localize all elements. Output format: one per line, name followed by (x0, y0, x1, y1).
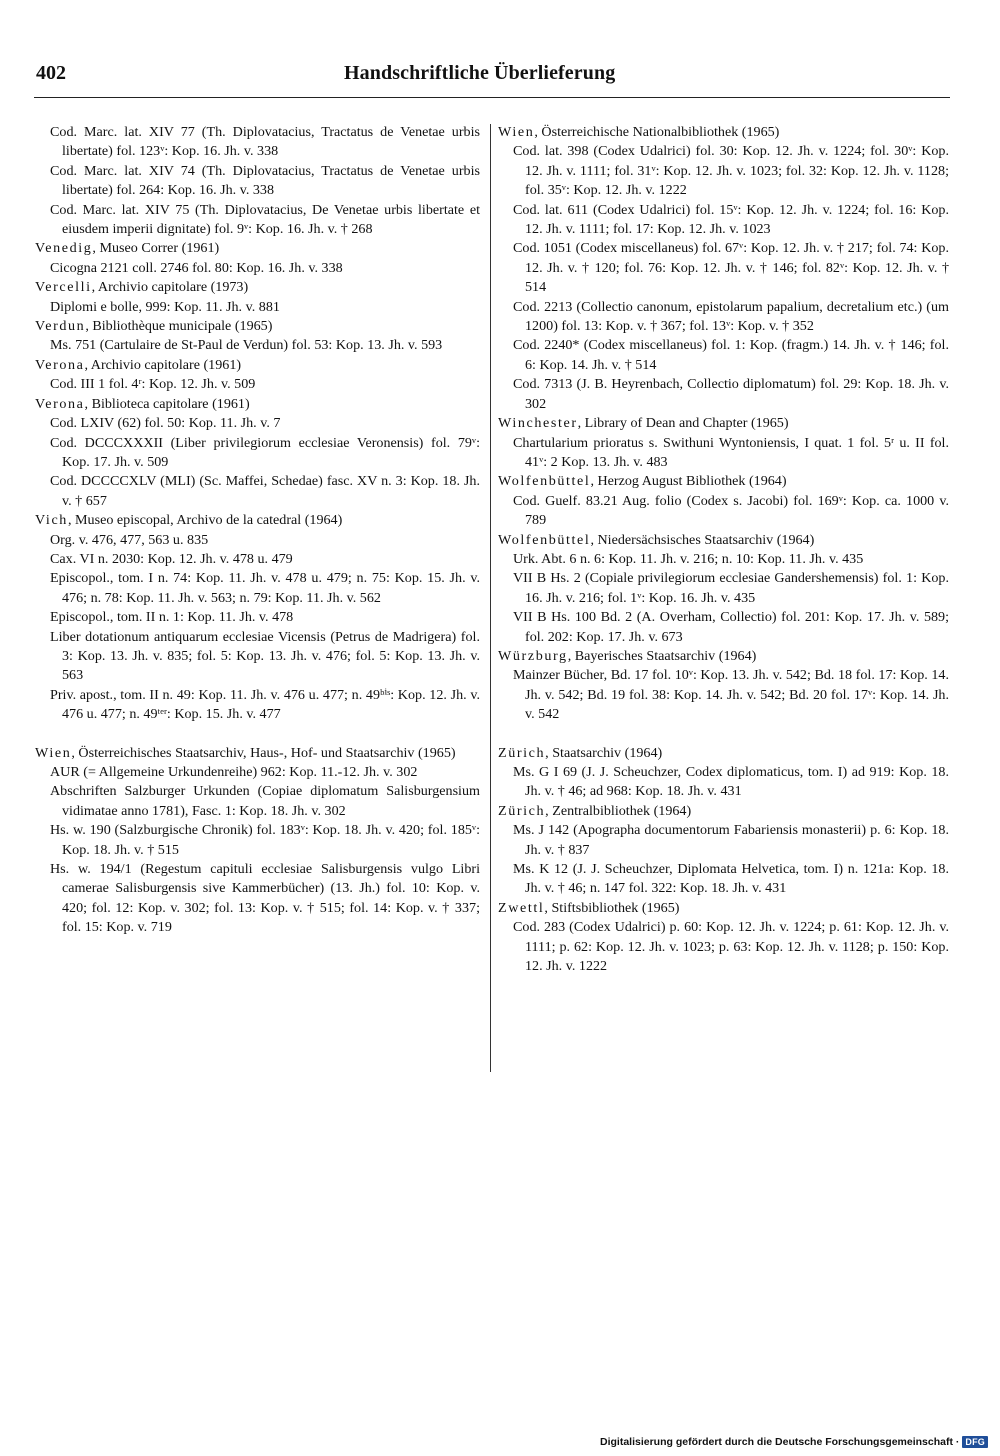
footer-credit (600, 1436, 988, 1448)
manuscript-item: Diplomi e bolle, 999: Kop. 11. Jh. v. 881 (50, 298, 280, 315)
location-city: Winchester (498, 415, 578, 432)
location-city: Verona (35, 395, 85, 412)
archive-entry (497, 123, 949, 414)
manuscript-item: Cod. Marc. lat. XIV 77 (Th. Diplovatacius, Tractatus de Venetae urbis libertate) fol. 123ᵛ: Kop. 16. Jh. v. 338 (50, 124, 480, 160)
manuscript-item: Urk. Abt. 6 n. 6: Kop. 11. Jh. v. 216; n. 10: Kop. 11. Jh. v. 435 (513, 550, 864, 567)
manuscript-item: Cod. LXIV (62) fol. 50: Kop. 11. Jh. v. 7 (50, 415, 281, 432)
location-city: Zürich (498, 744, 546, 761)
manuscript-item: Chartularium prioratus s. Swithuni Wyntoniensis, I quat. 1 fol. 5ʳ u. II fol. 41ᵛ: 2 Kop. 13. Jh. v. 483 (513, 434, 949, 470)
archive-entry (34, 239, 480, 278)
location-name: , Museo episcopal, Archivo de la catedral (1964) (67, 512, 343, 529)
manuscript-item: Cod. lat. 398 (Codex Udalrici) fol. 30: Kop. 12. Jh. v. 1224; fol. 30ᵛ: Kop. 12. Jh. v. 1111; fol. 31ᵛ: Kop. 12. Jh. v. 1023; fol. 32: Kop. 12. Jh. v. 1128; fol. 35ᵛ: Kop. 12. Jh. v. 1222 (513, 143, 949, 199)
manuscript-item: Cod. 1051 (Codex miscellaneus) fol. 67ᵛ: Kop. 12. Jh. v. † 217; fol. 74: Kop. 12. Jh. v. † 120; fol. 76: Kop. 12. Jh. v. † 146; fol. 82ᵛ: Kop. 12. Jh. v. † 514 (513, 240, 949, 296)
archive-entry (497, 899, 949, 977)
archive-entry (497, 414, 949, 472)
location-city: Wolfenbüttel (498, 473, 591, 490)
manuscript-item: Cod. Marc. lat. XIV 74 (Th. Diplovatacius, Tractatus de Venetae urbis libertate) fol. 264: Kop. 16. Jh. v. 338 (50, 162, 480, 199)
archive-location (34, 511, 480, 530)
entry-gap (34, 725, 480, 744)
archive-entry (34, 395, 480, 511)
location-name: , Herzog August Bibliothek (1964) (590, 473, 787, 490)
location-name: , Bibliothèque municipale (1965) (85, 318, 273, 335)
manuscript-item: Cod. III 1 fol. 4ʳ: Kop. 12. Jh. v. 509 (50, 376, 256, 393)
manuscript-item: Ms. G I 69 (J. J. Scheuchzer, Codex diplomaticus, tom. I) ad 919: Kop. 18. Jh. v. † 46; ad 968: Kop. 18. Jh. v. 431 (513, 764, 949, 800)
archive-entry (497, 531, 949, 647)
manuscript-item: Cod. Guelf. 83.21 Aug. folio (Codex s. Jacobi) fol. 169ᵛ: Kop. ca. 1000 v. 789 (513, 492, 949, 529)
manuscript-item: Abschriften Salzburger Urkunden (Copiae diplomatum Salisburgensium vidimatae anno 1781), Fasc. 1: Kop. 18. Jh. v. 302 (50, 783, 480, 819)
location-name: , Stiftsbibliothek (1965) (544, 899, 680, 916)
manuscript-item: Ms. K 12 (J. J. Scheuchzer, Diplomata Helvetica, tom. I) n. 121a: Kop. 18. Jh. v. † 46; n. 147 fol. 322: Kop. 18. Jh. v. 431 (513, 861, 949, 897)
archive-entry (497, 472, 949, 530)
location-city: Vercelli (35, 279, 92, 296)
manuscript-item: Cod. DCCCCXLV (MLI) (Sc. Maffei, Schedae) fasc. XV n. 3: Kop. 18. Jh. v. † 657 (50, 473, 480, 509)
archive-location (497, 647, 949, 666)
page-number: 402 (36, 62, 66, 84)
location-city: Würzburg (498, 647, 568, 664)
right-column (497, 123, 949, 976)
manuscript-item: Episcopol., tom. I n. 74: Kop. 11. Jh. v. 478 u. 479; n. 75: Kop. 15. Jh. v. 476; n. 78: Kop. 11. Jh. v. 563; n. 79: Kop. 11. Jh. v. 562 (50, 570, 480, 606)
column-divider (490, 124, 491, 1072)
archive-location (34, 744, 480, 763)
archive-entry (497, 802, 949, 899)
archive-location (34, 317, 480, 336)
archive-entry (34, 278, 480, 317)
archive-location (497, 899, 949, 918)
location-name: , Archivio capitolare (1973) (91, 279, 249, 296)
location-name: , Staatsarchiv (1964) (545, 744, 663, 761)
manuscript-item: VII B Hs. 2 (Copiale privilegiorum ecclesiae Gandershemensis) fol. 1: Kop. 16. Jh. v. 216; fol. 1ᵛ: Kop. 16. Jh. v. 435 (513, 570, 949, 606)
manuscript-item: Cod. 7313 (J. B. Heyrenbach, Collectio diplomatum) fol. 29: Kop. 18. Jh. v. 302 (513, 376, 949, 412)
location-name: , Bayerisches Staatsarchiv (1964) (567, 647, 757, 664)
location-city: Zürich (498, 802, 546, 819)
manuscript-item: Hs. w. 194/1 (Regestum capituli ecclesiae Salisburgensis vulgo Libri camerae Salisburgensis sive Kammerbücher) (13. Jh.) fol. 10: Kop. v. 420; fol. 12: Kop. v. 302; fol. 13: Kop. v. † 515; fol. 14: Kop. v. † 337; fol. 15: Kop. v. 719 (50, 861, 480, 936)
entry-gap (497, 725, 949, 744)
archive-location (34, 278, 480, 297)
manuscript-item: Cod. 2240* (Codex miscellaneus) fol. 1: Kop. (fragm.) 14. Jh. v. † 146; fol. 6: Kop. 14. Jh. v. † 514 (513, 337, 949, 373)
footer-credit-text: Digitalisierung gefördert durch die Deutsche Forschungsgemeinschaft · (600, 1436, 960, 1448)
manuscript-item: Cicogna 2121 coll. 2746 fol. 80: Kop. 16. Jh. v. 338 (50, 259, 343, 276)
location-city: Wien (498, 124, 535, 140)
archive-location (497, 531, 949, 550)
location-name: , Österreichische Nationalbibliothek (1965) (534, 124, 780, 140)
location-name: , Museo Correr (1961) (92, 240, 220, 257)
manuscript-item: Cax. VI n. 2030: Kop. 12. Jh. v. 478 u. 479 (50, 550, 293, 567)
location-city: Verdun (35, 318, 86, 335)
location-city: Verona (35, 356, 85, 373)
location-city: Venedig (35, 240, 93, 257)
location-name: , Zentralbibliothek (1964) (545, 802, 692, 819)
manuscript-item: Org. v. 476, 477, 563 u. 835 (50, 531, 209, 548)
location-city: Vich (35, 512, 68, 529)
manuscript-item: Hs. w. 190 (Salzburgische Chronik) fol. 183ᵛ: Kop. 18. Jh. v. 420; fol. 185ᵛ: Kop. 18. Jh. v. † 515 (50, 822, 480, 858)
archive-entry (34, 123, 480, 239)
archive-location (497, 802, 949, 821)
manuscript-item: VII B Hs. 100 Bd. 2 (A. Overham, Collectio) fol. 201: Kop. 17. Jh. v. 589; fol. 202: Kop. 17. Jh. v. 673 (513, 609, 949, 645)
location-city: Wien (35, 744, 72, 761)
manuscript-item: Cod. Marc. lat. XIV 75 (Th. Diplovatacius, De Venetae urbis libertate et eiusdem imperii dignitate) fol. 9ᵛ: Kop. 16. Jh. v. † 268 (50, 201, 480, 238)
manuscript-item: AUR (= Allgemeine Urkundenreihe) 962: Kop. 11.-12. Jh. v. 302 (50, 764, 418, 780)
header-rule (34, 97, 950, 98)
archive-location (34, 239, 480, 258)
archive-location (34, 356, 480, 375)
archive-location (34, 395, 480, 414)
location-city: Zwettl (498, 899, 545, 916)
left-column (34, 123, 480, 938)
location-name: , Niedersächsisches Staatsarchiv (1964) (590, 531, 815, 548)
location-name: , Biblioteca capitolare (1961) (84, 395, 250, 412)
location-name: , Library of Dean and Chapter (1965) (577, 415, 789, 432)
running-title: Handschriftliche Überlieferung (344, 62, 616, 84)
archive-entry (34, 511, 480, 724)
manuscript-item: Cod. lat. 611 (Codex Udalrici) fol. 15ᵛ: Kop. 12. Jh. v. 1224; fol. 16: Kop. 12. Jh. v. 1111; fol. 17: Kop. 12. Jh. v. 1023 (513, 201, 949, 238)
location-name: , Österreichisches Staatsarchiv, Haus-, Hof- und Staatsarchiv (1965) (71, 744, 456, 761)
archive-entry (34, 317, 480, 356)
archive-location (497, 123, 949, 142)
location-city: Wolfenbüttel (498, 531, 591, 548)
archive-entry (34, 744, 480, 938)
manuscript-item: Ms. 751 (Cartulaire de St-Paul de Verdun) fol. 53: Kop. 13. Jh. v. 593 (50, 337, 443, 354)
archive-entry (34, 356, 480, 395)
archive-entry (497, 744, 949, 802)
dfg-logo-icon: DFG (962, 1436, 988, 1448)
archive-entry (497, 647, 949, 725)
manuscript-item: Cod. DCCCXXXII (Liber privilegiorum ecclesiae Veronensis) fol. 79ᵛ: Kop. 17. Jh. v. 509 (50, 434, 480, 470)
manuscript-item: Ms. J 142 (Apographa documentorum Fabariensis monasterii) p. 6: Kop. 18. Jh. v. † 837 (513, 822, 949, 858)
manuscript-item: Cod. 2213 (Collectio canonum, epistolarum papalium, decretalium etc.) (um 1200) fol. 13: Kop. v. † 367; fol. 13ᵛ: Kop. v. † 352 (513, 298, 949, 335)
manuscript-item: Priv. apost., tom. II n. 49: Kop. 11. Jh. v. 476 u. 477; n. 49ᵇⁱˢ: Kop. 12. Jh. v. 476 u. 477; n. 49ᵗᵉʳ: Kop. 15. Jh. v. 477 (50, 686, 480, 723)
location-name: , Archivio capitolare (1961) (84, 356, 242, 373)
archive-location (497, 744, 949, 763)
manuscript-item: Episcopol., tom. II n. 1: Kop. 11. Jh. v. 478 (50, 609, 294, 626)
archive-location (497, 472, 949, 491)
manuscript-item: Liber dotationum antiquarum ecclesiae Vicensis (Petrus de Madrigera) fol. 3: Kop. 13. Jh. v. 835; fol. 5: Kop. 13. Jh. v. 476; fol. 5: Kop. 13. Jh. v. 563 (50, 628, 480, 684)
manuscript-item: Mainzer Bücher, Bd. 17 fol. 10ᵛ: Kop. 13. Jh. v. 542; Bd. 18 fol. 17: Kop. 14. Jh. v. 542; Bd. 19 fol. 38: Kop. 14. Jh. v. 542; Bd. 20 fol. 17ᵛ: Kop. 14. Jh. v. 542 (513, 667, 949, 723)
archive-location (497, 414, 949, 433)
manuscript-item: Cod. 283 (Codex Udalrici) p. 60: Kop. 12. Jh. v. 1224; p. 61: Kop. 12. Jh. v. 1111; p. 62: Kop. 12. Jh. v. 1023; p. 63: Kop. 12. Jh. v. 1128; p. 150: Kop. 12. Jh. v. 1222 (513, 919, 949, 975)
